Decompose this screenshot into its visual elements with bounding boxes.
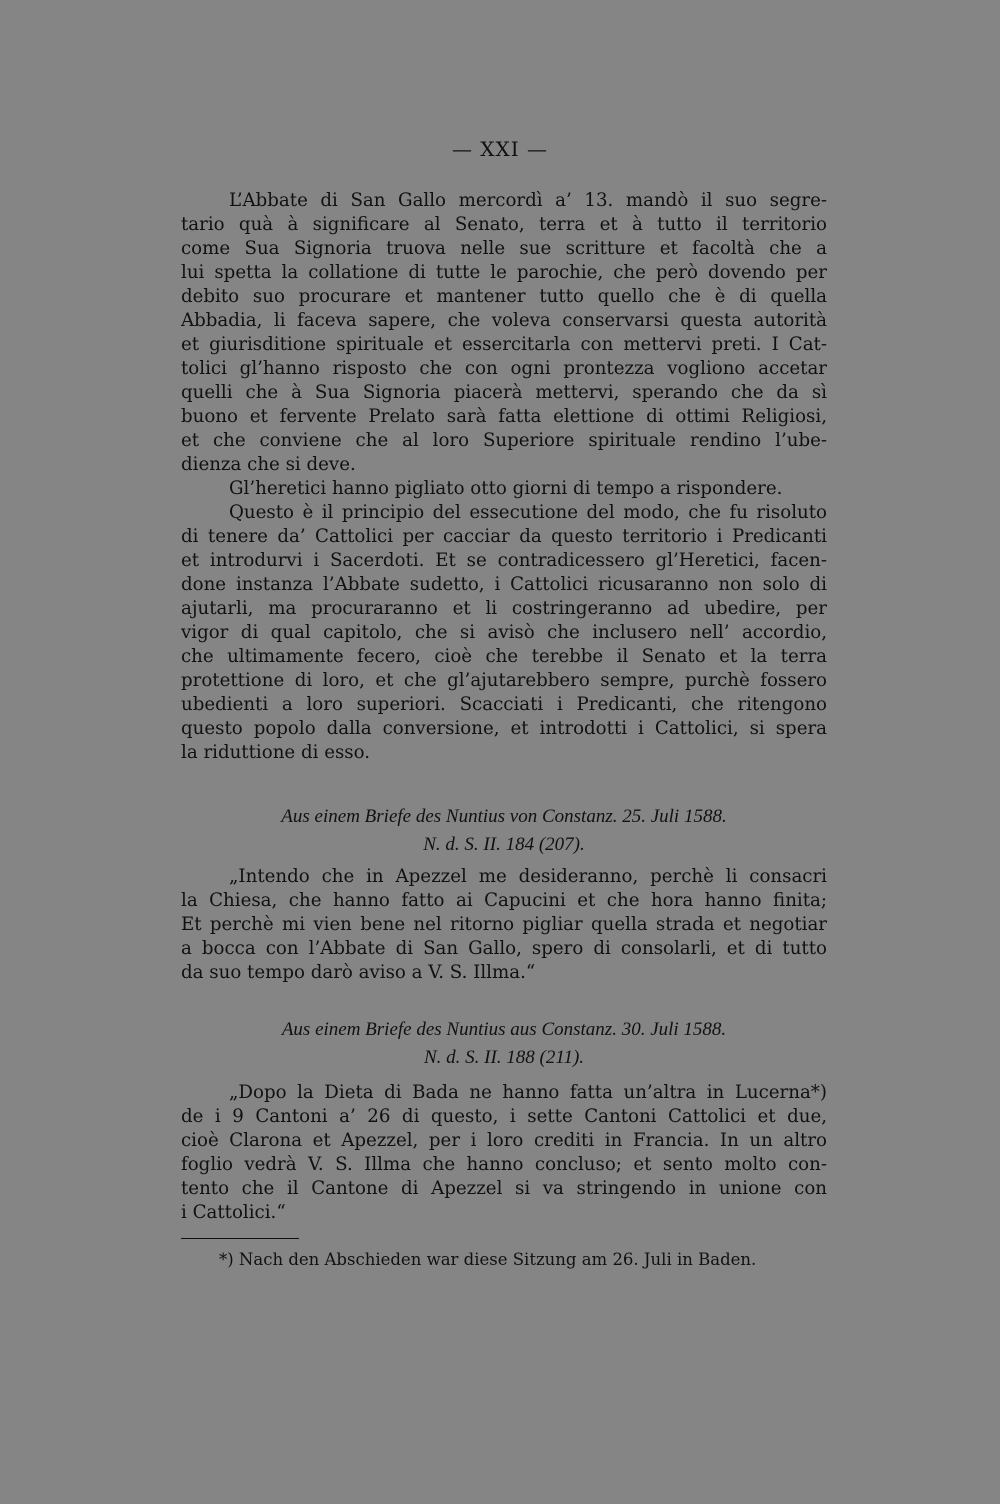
text-line: quelli che à Sua Signoria piacerà mettervi, sperando che da sì — [181, 382, 827, 403]
text-line: tario quà à significare al Senato, terra et à tutto il territorio — [181, 214, 827, 235]
text-line: protettione di loro, et che gl’ajutarebbero sempre, purchè fossero — [181, 670, 827, 691]
footnote-divider — [181, 1238, 299, 1239]
heading-line: Aus einem Briefe des Nuntius von Constanz. 25. Juli 1588. — [281, 806, 727, 827]
text-line: „Dopo la Dieta di Bada ne hanno fatta un’altra in Lucerna*) — [229, 1082, 827, 1103]
text-line: done instanza l’Abbate sudetto, i Cattolici ricusaranno non solo di — [181, 574, 827, 595]
text-line: lui spetta la collatione di tutte le parochie, che però dovendo per — [181, 262, 827, 283]
heading-line: Aus einem Briefe des Nuntius aus Constanz. 30. Juli 1588. — [281, 1019, 727, 1040]
footnote: *) Nach den Abschieden war diese Sitzung am 26. Juli in Baden. — [219, 1250, 757, 1269]
text-line: Gl’heretici hanno pigliato otto giorni di tempo a rispondere. — [229, 478, 783, 499]
text-line: di tenere da’ Cattolici per cacciar da questo territorio i Predicanti — [181, 526, 827, 547]
text-line: i Cattolici.“ — [181, 1202, 286, 1223]
text-line: dienza che si deve. — [181, 454, 356, 475]
text-line: tolici gl’hanno risposto che con ogni prontezza vogliono accetar — [181, 358, 827, 379]
text-line: et giurisditione spirituale et essercitarla con mettervi preti. I Cat- — [181, 334, 827, 355]
text-line: da suo tempo darò aviso a V. S. Illma.“ — [181, 962, 536, 983]
text-line: „Intendo che in Apezzel me desideranno, perchè li consacri — [229, 866, 827, 887]
text-line: vigor di qual capitolo, che si avisò che inclusero nell’ accordio, — [181, 622, 827, 643]
text-line: la Chiesa, che hanno fatto ai Capucini et che hora hanno finita; — [181, 890, 827, 911]
heading-line: N. d. S. II. 188 (211). — [423, 1047, 585, 1068]
text-line: debito suo procurare et mantener tutto quello che è di quella — [181, 286, 827, 307]
text-line: Et perchè mi vien bene nel ritorno pigliar quella strada et negotiar — [181, 914, 827, 935]
text-line: come Sua Signoria truova nelle sue scritture et facoltà che a — [181, 238, 827, 259]
text-line: ubedienti a loro superiori. Scacciati i Predicanti, che ritengono — [181, 694, 827, 715]
text-line: la riduttione di esso. — [181, 742, 371, 763]
text-line: L’Abbate di San Gallo mercordì a’ 13. mandò il suo segre- — [229, 190, 827, 211]
text-line: buono et fervente Prelato sarà fatta elettione di ottimi Religiosi, — [181, 406, 827, 427]
text-line: a bocca con l’Abbate di San Gallo, spero di consolarli, et di tutto — [181, 938, 827, 959]
text-line: et che conviene che al loro Superiore spirituale rendino l’ube- — [181, 430, 827, 451]
text-line: de i 9 Cantoni a’ 26 di questo, i sette Cantoni Cattolici et due, — [181, 1106, 827, 1127]
heading-line: N. d. S. II. 184 (207). — [423, 834, 585, 855]
text-line: foglio vedrà V. S. Illma che hanno concluso; et sento molto con- — [181, 1154, 827, 1175]
text-line: questo popolo dalla conversione, et introdotti i Cattolici, si spera — [181, 718, 827, 739]
text-line: Questo è il principio del essecutione del modo, che fu risoluto — [229, 502, 827, 523]
text-line: et introdurvi i Sacerdoti. Et se contradicessero gl’Heretici, facen- — [181, 550, 827, 571]
text-line: cioè Clarona et Apezzel, per i loro crediti in Francia. In un altro — [181, 1130, 827, 1151]
text-line: Abbadia, li faceva sapere, che voleva conservarsi questa autorità — [181, 310, 827, 331]
text-line: tento che il Cantone di Apezzel si va stringendo in unione con — [181, 1178, 827, 1199]
text-line: ajutarli, ma procuraranno et li costringeranno ad ubedire, per — [181, 598, 827, 619]
text-line: che ultimamente fecero, cioè che terebbe il Senato et la terra — [181, 646, 827, 667]
page-number: — XXI — — [451, 137, 549, 161]
